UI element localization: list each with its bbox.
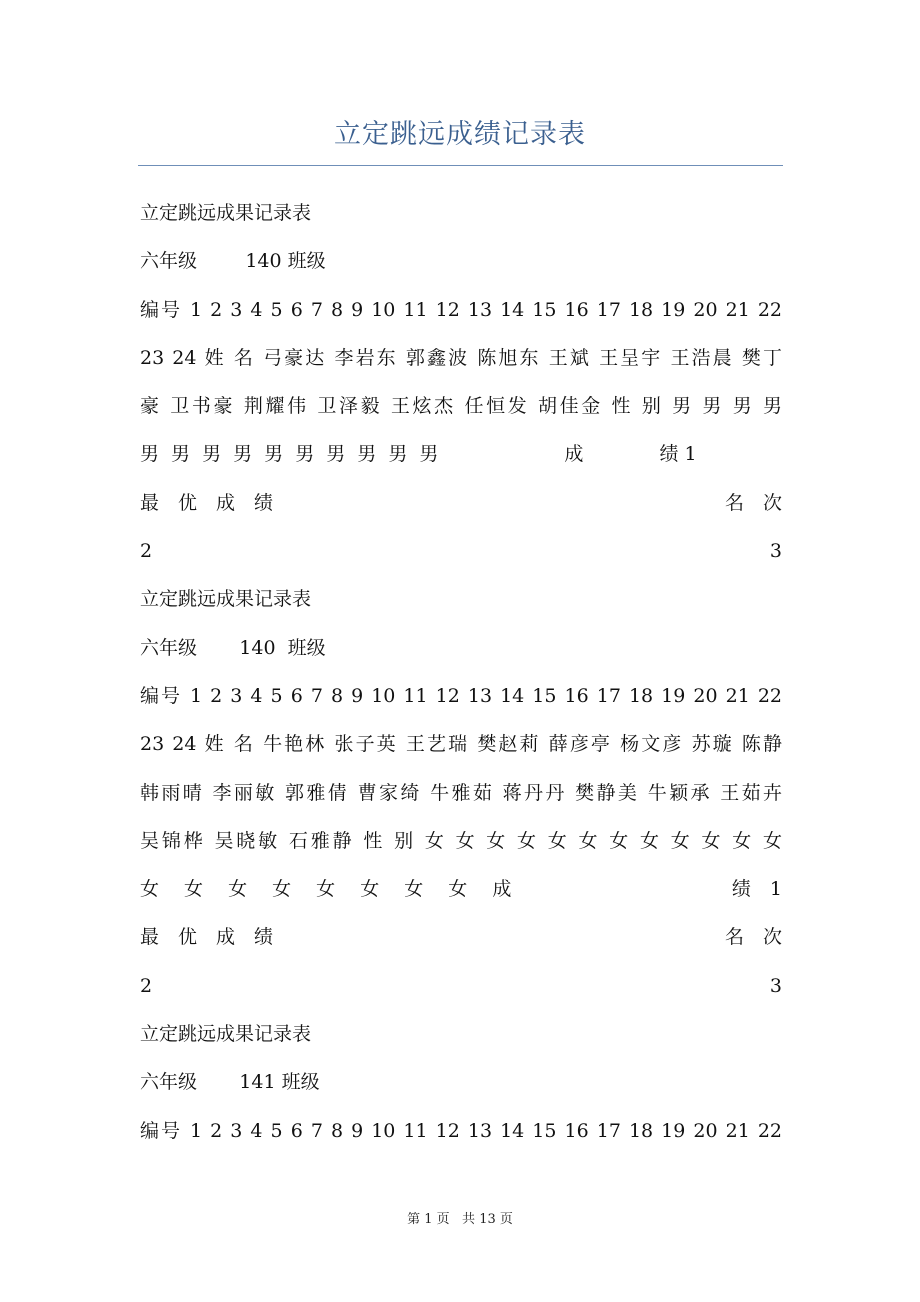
best-rank-line xyxy=(140,479,782,527)
numbers-line xyxy=(140,962,782,1010)
section-heading: 立定跳远成果记录表 xyxy=(140,202,312,224)
numbers-line xyxy=(140,527,782,575)
gender-tail: 女 女 女 女 女 女 女 女 成 xyxy=(140,878,512,901)
score-label-2: 绩 1 xyxy=(731,878,782,901)
names-line: 23 24 姓 名 牛艳林 张子英 王艺瑞 樊赵莉 薛彦亭 杨文彦 苏璇 陈静 xyxy=(140,733,782,756)
names-line: 韩雨晴 李丽敏 郭雅倩 曹家绮 牛雅茹 蒋丹丹 樊静美 牛颖承 王茹卉 xyxy=(140,781,782,804)
num-left: 2 xyxy=(140,540,153,563)
number-row: 编号 1 2 3 4 5 6 7 8 9 10 11 12 13 14 15 16 17 18 19 20 21 22 xyxy=(140,1119,782,1142)
gender-score-line xyxy=(140,865,782,913)
grade-class-line: 六年级 140 班级 xyxy=(140,250,326,273)
rank-label: 名 次 xyxy=(724,491,782,514)
document-title: 立定跳远成绩记录表 xyxy=(334,119,586,150)
gender-score-line xyxy=(140,430,782,478)
num-right: 3 xyxy=(769,540,782,563)
names-line: 豪 卫书豪 荆耀伟 卫泽毅 王炫杰 任恒发 胡佳金 性 别 男 男 男 男 xyxy=(140,395,782,418)
section-heading: 立定跳远成果记录表 xyxy=(140,1023,312,1046)
best-score-label: 最 优 成 绩 xyxy=(140,491,274,514)
num-left: 2 xyxy=(140,974,153,997)
title-divider xyxy=(138,165,783,166)
document-body xyxy=(140,189,782,1155)
score-label-2: 绩 1 xyxy=(659,443,697,466)
names-line: 23 24 姓 名 弓豪达 李岩东 郭鑫波 陈旭东 王斌 王呈宇 王浩晨 樊丁 xyxy=(140,346,782,369)
section-heading: 立定跳远成果记录表 xyxy=(140,588,312,611)
page-footer: 第 1 页 共 13 页 xyxy=(407,1212,513,1227)
grade-class-line: 六年级 140 班级 xyxy=(140,636,326,659)
num-right: 3 xyxy=(769,974,782,997)
best-score-label: 最 优 成 绩 xyxy=(140,926,274,949)
number-row: 编号 1 2 3 4 5 6 7 8 9 10 11 12 13 14 15 16 17 18 19 20 21 22 xyxy=(140,684,782,707)
grade-class-line: 六年级 141 班级 xyxy=(140,1071,320,1094)
rank-label: 名 次 xyxy=(724,926,782,949)
score-label: 成 xyxy=(564,443,584,466)
best-rank-line xyxy=(140,913,782,961)
gender-tail: 男 男 男 男 男 男 男 男 男 男 xyxy=(140,443,439,466)
number-row: 编号 1 2 3 4 5 6 7 8 9 10 11 12 13 14 15 16 17 18 19 20 21 22 xyxy=(140,298,782,321)
names-line: 吴锦桦 吴晓敏 石雅静 性 别 女 女 女 女 女 女 女 女 女 女 女 女 xyxy=(140,829,782,852)
